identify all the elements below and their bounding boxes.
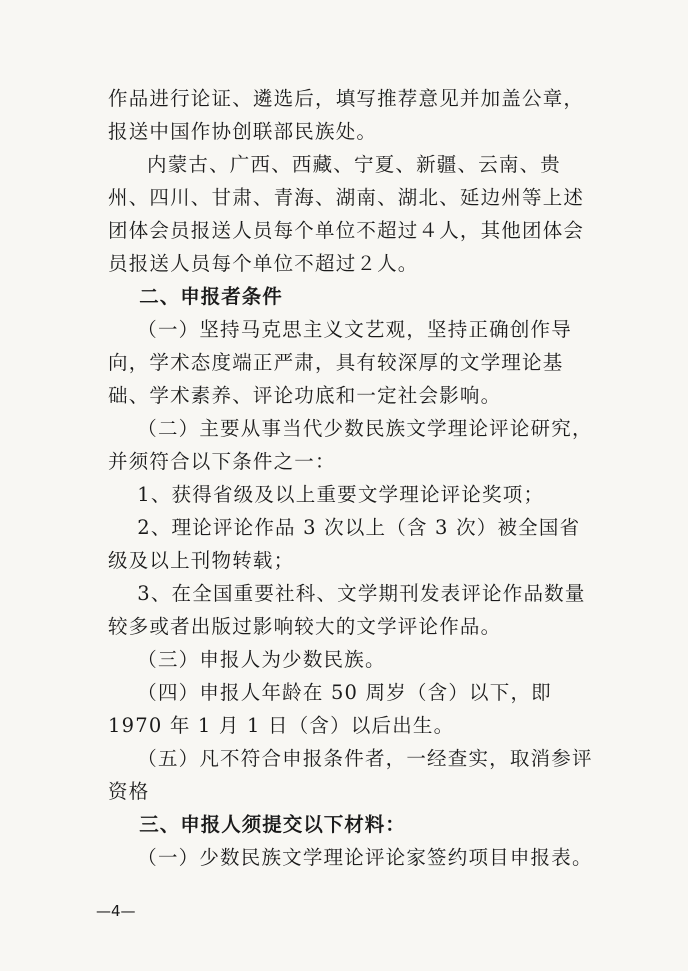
condition-2: （二）主要从事当代少数民族文学理论评论研究，并须符合以下条件之一：: [108, 417, 593, 473]
condition-2-item-2: 2、理论评论作品 3 次以上（含 3 次）被全国省级及以上刊物转载；: [108, 516, 581, 572]
condition-3: （三）申报人为少数民族。: [137, 648, 386, 671]
section-heading-applicant-conditions: 二、申报者条件: [139, 285, 283, 308]
condition-4: （四）申报人年龄在 50 周岁（含）以下，即 1970 年 1 月 1 日（含）以后出生。: [108, 681, 552, 737]
condition-1: （一）坚持马克思主义文艺观，坚持正确创作导向，学术态度端正严肃，具有较深厚的文学理论基础、学术素养、评论功底和一定社会影响。: [108, 318, 572, 407]
document-body: [108, 82, 598, 874]
material-1: （一）少数民族文学理论评论家签约项目申报表。: [137, 846, 593, 869]
paragraph-submission: 作品进行论证、遴选后，填写推荐意见并加盖公章，报送中国作协创联部民族处。: [108, 87, 585, 143]
condition-5: （五）凡不符合申报条件者，一经查实，取消参评资格: [108, 747, 593, 803]
page-number: —4—: [96, 902, 136, 920]
condition-2-item-3: 3、在全国重要社科、文学期刊发表评论作品数量较多或者出版过影响较大的文学评论作品。: [108, 582, 586, 638]
section-heading-materials: 三、申报人须提交以下材料：: [139, 813, 406, 836]
condition-2-item-1: 1、获得省级及以上重要文学理论评论奖项；: [137, 483, 545, 506]
paragraph-quota: 内蒙古、广西、西藏、宁夏、新疆、云南、贵州、四川、甘肃、青海、湖南、湖北、延边州等上述团体会员报送人员每个单位不超过４人，其他团体会员报送人员每个单位不超过２人。: [108, 153, 585, 275]
